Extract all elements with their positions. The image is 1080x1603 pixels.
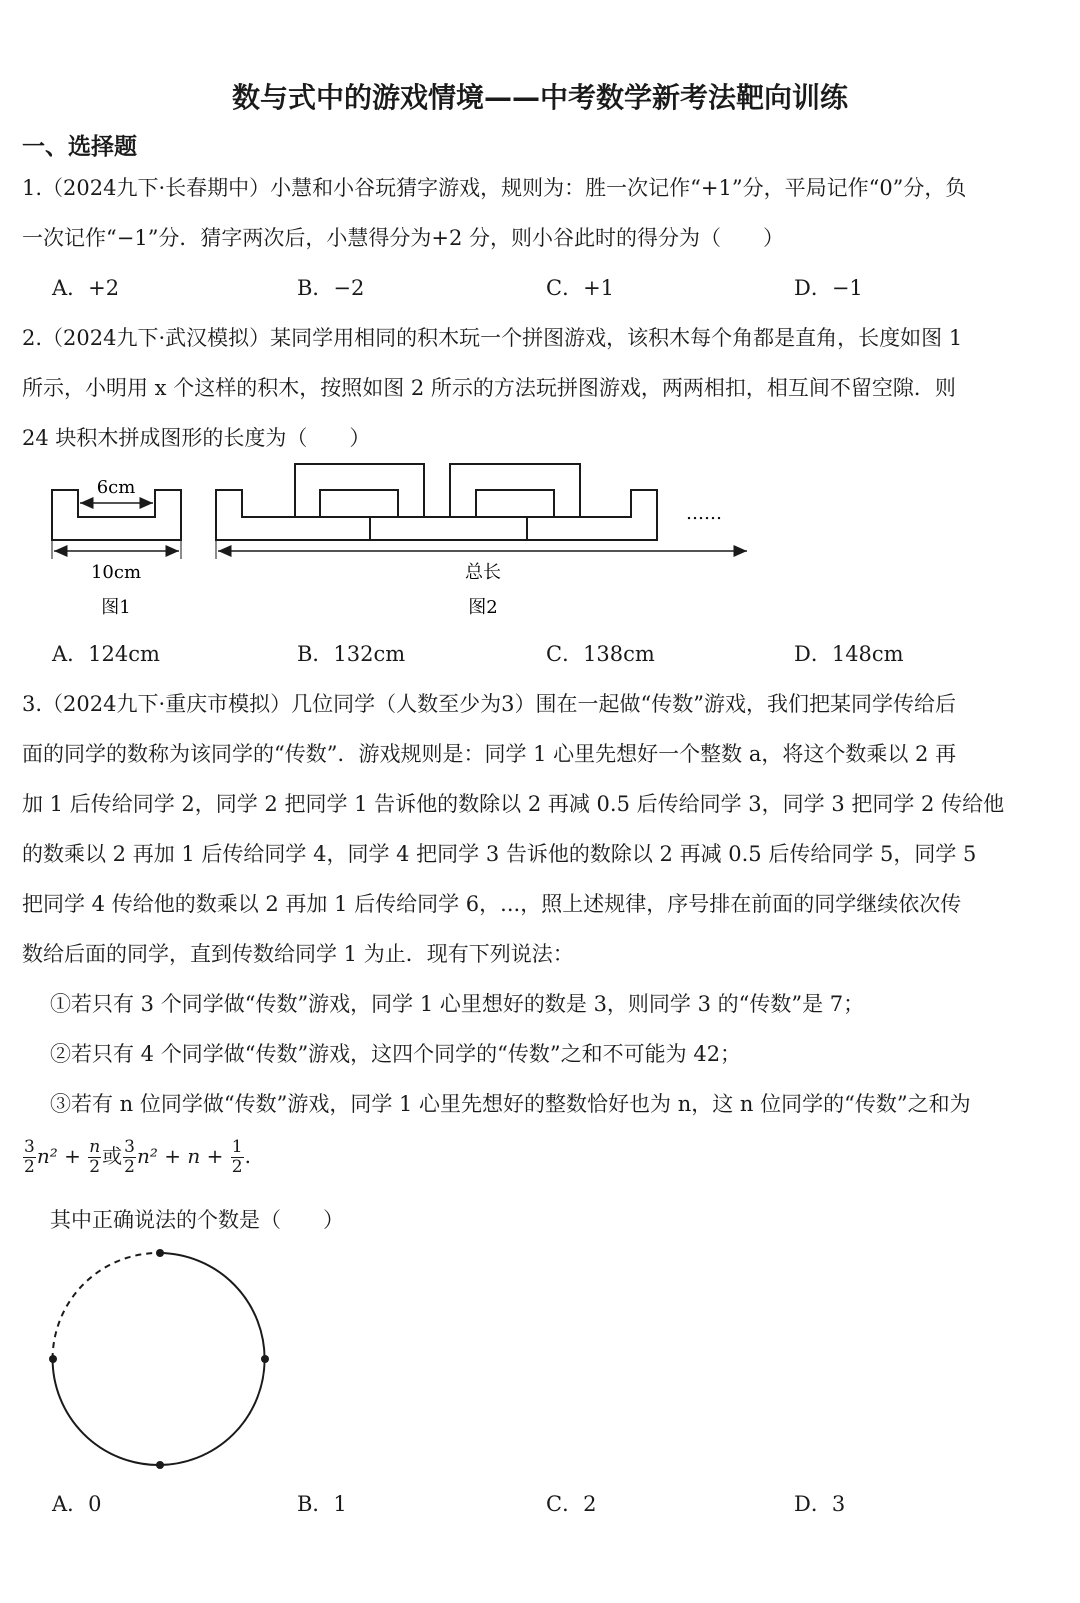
frac-3-2-a: $\frac{3}{2}$ xyxy=(24,1137,35,1177)
fig1-caption: 图1 xyxy=(101,597,131,618)
fig2-length-label: 总长 xyxy=(465,562,501,583)
q3-option-d[interactable]: D．3 xyxy=(794,1492,846,1516)
q2-option-c[interactable]: C．138cm xyxy=(546,642,655,666)
q2-option-b[interactable]: B．132cm xyxy=(297,642,406,666)
fig1-top-label: 6cm xyxy=(96,477,136,498)
fig2-ellipsis: …… xyxy=(686,503,722,524)
fig1-bottom-label: 10cm xyxy=(90,562,142,583)
circle-point-left xyxy=(49,1355,57,1363)
q3-statement-1: ①若只有 3 个同学做“传数”游戏，同学 1 心里想好的数是 3，则同学 3 的“传数”是 7； xyxy=(50,992,865,1016)
q1-line-2: 一次记作“−1”分．猜字两次后，小慧得分为+2 分，则小谷此时的得分为（ ） xyxy=(22,226,785,250)
q3-line-4: 的数乘以 2 再加 1 后传给同学 4，同学 4 把同学 3 告诉他的数除以 2 再减 0.5 后传给同学 5，同学 5 xyxy=(22,842,977,866)
q3-option-c[interactable]: C．2 xyxy=(546,1492,597,1516)
q1-option-c[interactable]: C．+1 xyxy=(546,276,615,300)
q3-statement-2: ②若只有 4 个同学做“传数”游戏，这四个同学的“传数”之和不可能为 42； xyxy=(50,1042,742,1066)
circle-point-right xyxy=(261,1355,269,1363)
q2-line-3: 24 块积木拼成图形的长度为（ ） xyxy=(22,426,371,450)
q3-line-5: 把同学 4 传给他的数乘以 2 再加 1 后传给同学 6，...，照上述规律，序号排在前面的同学继续依次传 xyxy=(22,892,962,916)
fig2-blocks xyxy=(216,464,657,540)
page-title: 数与式中的游戏情境——中考数学新考法靶向训练 xyxy=(231,81,848,114)
frac-3-2-b: $\frac{3}{2}$ xyxy=(124,1137,135,1177)
q3-line-2: 面的同学的数称为该同学的“传数”．游戏规则是：同学 1 心里先想好一个整数 a，将这个数乘以 2 再 xyxy=(22,742,957,766)
q2-figures xyxy=(0,455,1080,630)
q1-option-d[interactable]: D．−1 xyxy=(794,276,863,300)
q2-line-1: 2.（2024九下·武汉模拟）某同学用相同的积木玩一个拼图游戏，该积木每个角都是直角，长度如图 1 xyxy=(22,326,963,350)
q3-statement-3: ③若有 n 位同学做“传数”游戏，同学 1 心里先想好的整数恰好也为 n，这 n 位同学的“传数”之和为 xyxy=(50,1092,971,1116)
frac-n-2: $\frac{n}{2}$ xyxy=(89,1137,101,1177)
q3-line-6: 数给后面的同学，直到传数给同学 1 为止．现有下列说法： xyxy=(22,942,574,966)
circle-solid-arc xyxy=(53,1253,265,1465)
q3-option-a[interactable]: A．0 xyxy=(52,1492,102,1516)
q1-option-a[interactable]: A．+2 xyxy=(52,276,120,300)
fig2-caption: 图2 xyxy=(468,597,498,618)
circle-point-top xyxy=(156,1249,164,1257)
q2-option-d[interactable]: D．148cm xyxy=(794,642,904,666)
frac-1-2: $\frac{1}{2}$ xyxy=(231,1137,243,1177)
q2-option-a[interactable]: A．124cm xyxy=(52,642,160,666)
q3-circle-figure xyxy=(0,1240,300,1480)
section-heading: 一、选择题 xyxy=(22,134,137,160)
q3-option-b[interactable]: B．1 xyxy=(297,1492,347,1516)
circle-point-bottom xyxy=(156,1461,164,1469)
q1-option-b[interactable]: B．−2 xyxy=(297,276,365,300)
q2-line-2: 所示，小明用 x 个这样的积木，按照如图 2 所示的方法玩拼图游戏，两两相扣，相互间不留空隙．则 xyxy=(22,376,956,400)
q3-formula: $\frac{3}{2}$ n² + $\frac{n}{2}$ 或 $\frac{3}{2}$ n² + n + $\frac{1}{2}$ . xyxy=(24,1137,251,1177)
q3-line-1: 3.（2024九下·重庆市模拟）几位同学（人数至少为3）围在一起做“传数”游戏，我们把某同学传给后 xyxy=(22,692,956,716)
q3-line-3: 加 1 后传给同学 2，同学 2 把同学 1 告诉他的数除以 2 再减 0.5 后传给同学 3，同学 3 把同学 2 传给他 xyxy=(22,792,1005,816)
circle-dashed-arc xyxy=(53,1253,160,1359)
q1-line-1: 1.（2024九下·长春期中）小慧和小谷玩猜字游戏，规则为：胜一次记作“+1”分，平局记作“0”分，负 xyxy=(22,176,967,200)
q3-question: 其中正确说法的个数是（ ） xyxy=(50,1208,344,1232)
